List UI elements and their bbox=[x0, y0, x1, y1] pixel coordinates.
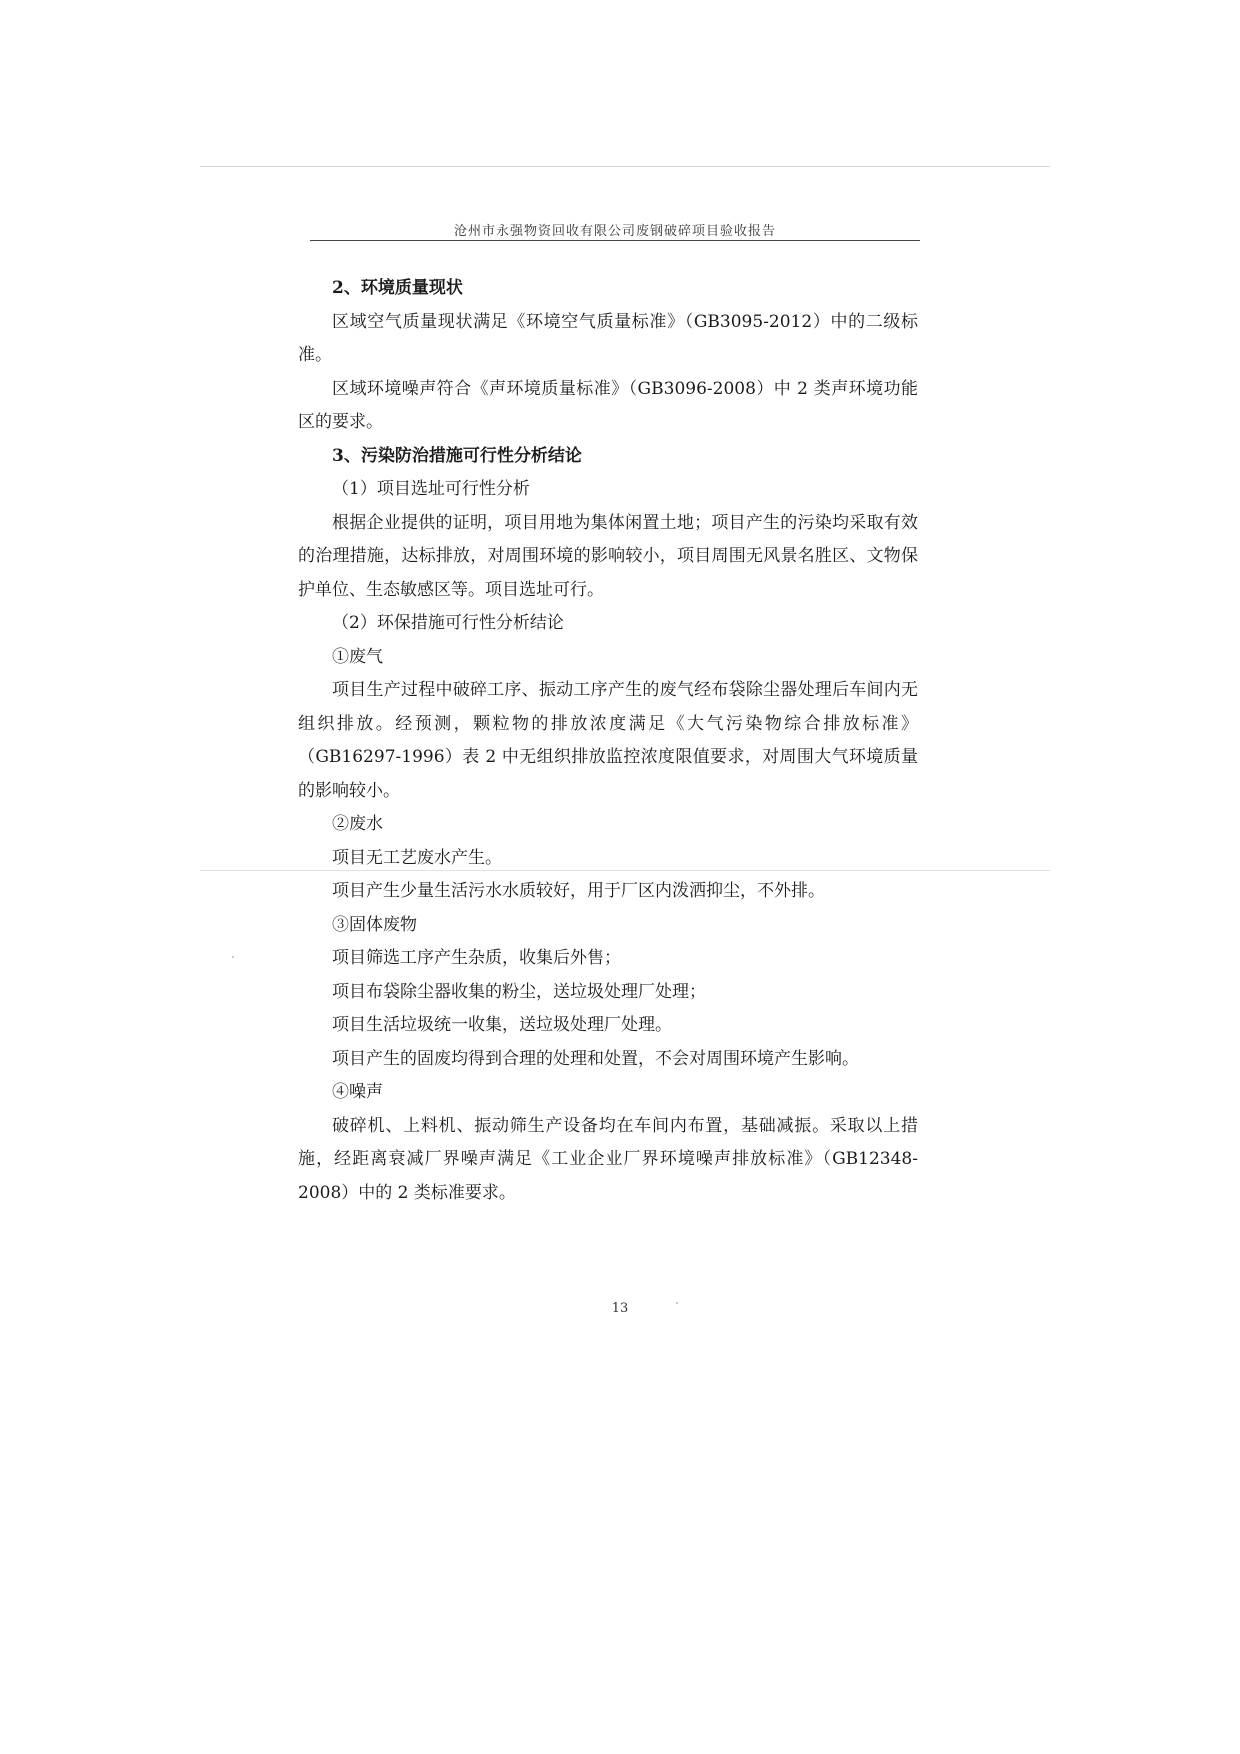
paragraph: 项目生活垃圾统一收集，送垃圾处理厂处理。 bbox=[332, 1015, 672, 1035]
paragraph: 项目产生的固废均得到合理的处理和处置，不会对周围环境产生影响。 bbox=[332, 1048, 859, 1069]
subsection-heading: ③固体废物 bbox=[332, 914, 417, 935]
scan-speck bbox=[232, 956, 234, 958]
paragraph: 区域环境噪声符合《声环境质量标准》（GB3096-2008）中 2 类声环境功能区的要求。 bbox=[298, 378, 918, 432]
subsection-heading: （1）项目选址可行性分析 bbox=[332, 479, 530, 499]
subsection-heading: ②废水 bbox=[332, 814, 383, 834]
section-heading: 2、环境质量现状 bbox=[332, 278, 463, 298]
paragraph: 区域空气质量现状满足《环境空气质量标准》（GB3095-2012）中的二级标准。 bbox=[298, 311, 918, 365]
paragraph: 项目无工艺废水产生。 bbox=[332, 847, 502, 868]
subsection-heading: ④噪声 bbox=[332, 1082, 383, 1102]
paragraph: 破碎机、上料机、振动筛生产设备均在车间内布置，基础减振。采取以上措施，经距离衰减厂界噪声满足《工业企业厂界环境噪声排放标准》（GB12348-2008）中的 2 类标准要求。 bbox=[298, 1115, 918, 1203]
scan-artifact-line bbox=[200, 166, 1050, 167]
header-rule bbox=[310, 240, 920, 241]
paragraph: 项目产生少量生活污水水质较好，用于厂区内泼洒抑尘，不外排。 bbox=[332, 881, 825, 901]
page-number: 13 bbox=[611, 1301, 629, 1316]
paragraph: 项目布袋除尘器收集的粉尘，送垃圾处理厂处理； bbox=[332, 981, 706, 1002]
subsection-heading: ①废气 bbox=[332, 646, 383, 667]
document-body bbox=[298, 272, 918, 1210]
paragraph: 根据企业提供的证明，项目用地为集体闲置土地；项目产生的污染均采取有效的治理措施，达标排放，对周围环境的影响较小，项目周围无风景名胜区、文物保护单位、生态敏感区等。项目选址可行。 bbox=[298, 512, 918, 600]
running-header-title: 沧州市永强物资回收有限公司废钢破碎项目验收报告 bbox=[453, 224, 776, 239]
paragraph: 项目筛选工序产生杂质，收集后外售； bbox=[332, 948, 621, 968]
paragraph: 项目生产过程中破碎工序、振动工序产生的废气经布袋除尘器处理后车间内无组织排放。经预测，颗粒物的排放浓度满足《大气污染物综合排放标准》（GB16297-1996）表 2 中无组织排放监控浓度限值要求，对周围大气环境质量的影响较小。 bbox=[298, 680, 918, 801]
section-heading: 3、污染防治措施可行性分析结论 bbox=[332, 445, 582, 466]
subsection-heading: （2）环保措施可行性分析结论 bbox=[332, 613, 564, 633]
